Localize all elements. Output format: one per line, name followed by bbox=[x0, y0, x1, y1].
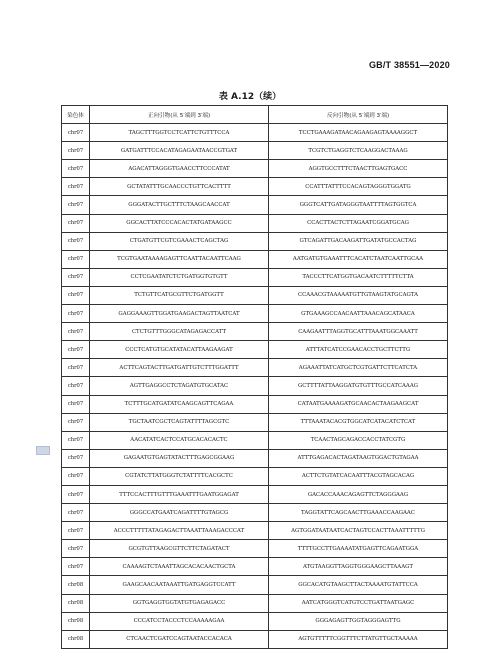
reverse-primer-cell: CCATTTATTTCCACAGTAGGGTGGATG bbox=[269, 178, 448, 196]
chromosome-cell: chr07 bbox=[62, 540, 90, 558]
reverse-primer-cell: GTCAGATTGACAAGATTGATATGCCACTAG bbox=[269, 232, 448, 250]
forward-primer-cell: CTCTGTTTGGGCATAGAGACCATT bbox=[90, 323, 269, 341]
chromosome-cell: chr08 bbox=[62, 594, 90, 612]
table-row bbox=[62, 124, 448, 142]
forward-primer-cell: CAAAAGTCTAAATTAGCACACAACTGCTA bbox=[90, 558, 269, 576]
forward-primer-cell: CCCTCATGTGCATATACATTAAGAAGAT bbox=[90, 341, 269, 359]
chromosome-cell: chr07 bbox=[62, 431, 90, 449]
forward-primer-cell: GAAGCAACAATAAATTGATGAGGTCCATT bbox=[90, 576, 269, 594]
reverse-primer-cell: GGCACATGTAAGCTTACTAAAATGTATTCCA bbox=[269, 576, 448, 594]
forward-primer-cell: CCTCGAATATCTCTGATGGTGTGTT bbox=[90, 268, 269, 286]
reverse-primer-cell: TTTTGCCTTGAAAATATGAGTTCAGAATGGA bbox=[269, 540, 448, 558]
table-row bbox=[62, 341, 448, 359]
forward-primer-cell: AGACATTAGGGTGAACCTTCCCATAT bbox=[90, 160, 269, 178]
chromosome-cell: chr07 bbox=[62, 178, 90, 196]
chromosome-cell: chr07 bbox=[62, 377, 90, 395]
reverse-primer-cell: CCAAACGTAAAAATGTTGTAAGTATGCAGTA bbox=[269, 286, 448, 304]
chromosome-cell: chr07 bbox=[62, 305, 90, 323]
forward-primer-cell: TAGCTTTGGTCCTCATTCTGTTTCCA bbox=[90, 124, 269, 142]
chromosome-cell: chr08 bbox=[62, 612, 90, 630]
forward-primer-cell: CGTATCTTATGGGTCTATTTTCACGCTC bbox=[90, 467, 269, 485]
chromosome-cell: chr07 bbox=[62, 449, 90, 467]
forward-primer-cell: GATGATTTCCACATAGAGAATAACCGTGAT bbox=[90, 142, 269, 160]
chromosome-cell: chr07 bbox=[62, 395, 90, 413]
reverse-primer-cell: AGGTGCCTTTCTAACTTGAGTGACC bbox=[269, 160, 448, 178]
table-row bbox=[62, 268, 448, 286]
reverse-primer-cell: GGGTCATTGATAGGGTAATTTTAGTGGTCA bbox=[269, 196, 448, 214]
table-header-row bbox=[62, 106, 448, 124]
table-row bbox=[62, 594, 448, 612]
forward-primer-cell: TCTGTTCATGCGTTCTGATGGTT bbox=[90, 286, 269, 304]
table-row bbox=[62, 485, 448, 503]
reverse-primer-cell: GTGAAAGCCAACAATTAAACAGCATAACA bbox=[269, 305, 448, 323]
table-row bbox=[62, 286, 448, 304]
reverse-primer-cell: AGTGGATAATAATCACTAGTCCACTTAAATTTTTG bbox=[269, 522, 448, 540]
table-row bbox=[62, 467, 448, 485]
table-row bbox=[62, 395, 448, 413]
chromosome-cell: chr08 bbox=[62, 576, 90, 594]
column-header-reverse-primer: 反向引物(从 5′端到 3′端) bbox=[269, 106, 448, 124]
table-row bbox=[62, 558, 448, 576]
forward-primer-cell: GGTGAGGTGGTATGTGAGAGACC bbox=[90, 594, 269, 612]
forward-primer-cell: TTTCCACTTTGTTTGAAATTTGAATGGAGAT bbox=[90, 485, 269, 503]
table-row bbox=[62, 196, 448, 214]
table-row bbox=[62, 377, 448, 395]
column-header-forward-primer: 正向引物(从 5′端到 3′端) bbox=[90, 106, 269, 124]
forward-primer-cell: GGGATACTTGCTTTCTAAGCAACCAT bbox=[90, 196, 269, 214]
reverse-primer-cell: AGTGTTTTTCGGTTTCTTATGTTGCTAAAAA bbox=[269, 630, 448, 648]
forward-primer-cell: GAGAATGTGAGTATACTTTGAGCGGAAG bbox=[90, 449, 269, 467]
table-row bbox=[62, 612, 448, 630]
forward-primer-cell: GCGTGTTAAGCGTTCTTCTAGATACT bbox=[90, 540, 269, 558]
column-header-chromosome: 染色体 bbox=[62, 106, 90, 124]
chromosome-cell: chr07 bbox=[62, 467, 90, 485]
table-row bbox=[62, 449, 448, 467]
chromosome-cell: chr07 bbox=[62, 341, 90, 359]
table-row bbox=[62, 359, 448, 377]
table-row bbox=[62, 630, 448, 648]
reverse-primer-cell: CATAATGAAAAGATGCAACACTAAGAAGCAT bbox=[269, 395, 448, 413]
table-row bbox=[62, 540, 448, 558]
forward-primer-cell: CTGATGTTCGTCGAAACTCAGCTAG bbox=[90, 232, 269, 250]
reverse-primer-cell: GCTTTTATTAAGGATGTGTTTGCCATCAAAG bbox=[269, 377, 448, 395]
reverse-primer-cell: GACACCAAACAGAGTTCTAGGGAAG bbox=[269, 485, 448, 503]
side-marker bbox=[36, 446, 50, 455]
forward-primer-cell: ACTTCAGTACTTGATGATTGTCTTTGGATTT bbox=[90, 359, 269, 377]
forward-primer-cell: GGGCCATGAATCAGATTTTGTAGCG bbox=[90, 504, 269, 522]
forward-primer-cell: TCGTGAATAAAAGAGTTCAATTACAATTCAAG bbox=[90, 250, 269, 268]
forward-primer-cell: AGTTGAGGCCTCTAGATGTGCATAC bbox=[90, 377, 269, 395]
forward-primer-cell: GCTATATTTGCAACCCTGTTCACTTTT bbox=[90, 178, 269, 196]
forward-primer-cell: TGCTAATCGCTCAGTATTTTAGCGTC bbox=[90, 413, 269, 431]
chromosome-cell: chr07 bbox=[62, 142, 90, 160]
chromosome-cell: chr07 bbox=[62, 160, 90, 178]
chromosome-cell: chr07 bbox=[62, 413, 90, 431]
table-row bbox=[62, 232, 448, 250]
reverse-primer-cell: ACTTCTGTATCACAATTTACGTAGCACAG bbox=[269, 467, 448, 485]
standard-code: GB/T 38551—2020 bbox=[368, 60, 450, 70]
reverse-primer-cell: ATTTGAGACACTAGATAAGTGGACTGTAGAA bbox=[269, 449, 448, 467]
table-title: 表 A.12（续） bbox=[218, 92, 282, 102]
chromosome-cell: chr07 bbox=[62, 323, 90, 341]
chromosome-cell: chr07 bbox=[62, 522, 90, 540]
table-row bbox=[62, 250, 448, 268]
chromosome-cell: chr07 bbox=[62, 214, 90, 232]
reverse-primer-cell: AATGATGTGAAATTTCACATCTAATCAATTGCAA bbox=[269, 250, 448, 268]
table-row bbox=[62, 576, 448, 594]
reverse-primer-cell: AGAAATTATCATGCTCGTGATTCTTCATCTA bbox=[269, 359, 448, 377]
chromosome-cell: chr08 bbox=[62, 630, 90, 648]
reverse-primer-cell: AATCATGGGTCATGTCCTGATTAATGAGC bbox=[269, 594, 448, 612]
primer-table bbox=[61, 105, 448, 649]
table-body bbox=[62, 124, 448, 649]
reverse-primer-cell: ATGTAAGGTTAGGTGGGAAGCTTAAAGT bbox=[269, 558, 448, 576]
reverse-primer-cell: CAAGAATTTAGGTGCATTTAAATGGCAAATT bbox=[269, 323, 448, 341]
table-row bbox=[62, 522, 448, 540]
reverse-primer-cell: ATTTATCATCCGAACACCTGCTTCTTG bbox=[269, 341, 448, 359]
chromosome-cell: chr07 bbox=[62, 485, 90, 503]
forward-primer-cell: AACATATCACTCCATGCACACACTC bbox=[90, 431, 269, 449]
table-row bbox=[62, 504, 448, 522]
chromosome-cell: chr07 bbox=[62, 196, 90, 214]
reverse-primer-cell: GGGAGAGTTGGTAGGGAGTTG bbox=[269, 612, 448, 630]
forward-primer-cell: GGCACTTATCCCACACTATGATAAGCC bbox=[90, 214, 269, 232]
table-row bbox=[62, 142, 448, 160]
forward-primer-cell: TCTTTGCATGATATCAAGCAGTTCAGAA bbox=[90, 395, 269, 413]
reverse-primer-cell: TTTAAATACACGTGGCATCATACATCTCAT bbox=[269, 413, 448, 431]
chromosome-cell: chr07 bbox=[62, 124, 90, 142]
reverse-primer-cell: TCCTGAAAGATAACAGAAGAGTAAAAGGCT bbox=[269, 124, 448, 142]
chromosome-cell: chr07 bbox=[62, 558, 90, 576]
table-row bbox=[62, 323, 448, 341]
reverse-primer-cell: TCGTCTGAGGTCTCAAGGACTAAAG bbox=[269, 142, 448, 160]
table-row bbox=[62, 413, 448, 431]
forward-primer-cell: GAGGAAAGTTGGATGAAGACTAGTTAATCAT bbox=[90, 305, 269, 323]
chromosome-cell: chr07 bbox=[62, 504, 90, 522]
chromosome-cell: chr07 bbox=[62, 232, 90, 250]
chromosome-cell: chr07 bbox=[62, 268, 90, 286]
forward-primer-cell: CTCAACTCGATCCAGTAATACCACACA bbox=[90, 630, 269, 648]
chromosome-cell: chr07 bbox=[62, 359, 90, 377]
chromosome-cell: chr07 bbox=[62, 250, 90, 268]
reverse-primer-cell: TCAACTAGCAGACCACCTATCGTG bbox=[269, 431, 448, 449]
forward-primer-cell: ACCCTTTTTATAGAGACTTAAATTAAAGACCCAT bbox=[90, 522, 269, 540]
chromosome-cell: chr07 bbox=[62, 286, 90, 304]
forward-primer-cell: CCCATCCTACCCTCCAAAAAGAA bbox=[90, 612, 269, 630]
reverse-primer-cell: CCACTTACTCTTAGAATCGGATGCAG bbox=[269, 214, 448, 232]
table-row bbox=[62, 160, 448, 178]
table-row bbox=[62, 431, 448, 449]
table-row bbox=[62, 214, 448, 232]
table-row bbox=[62, 305, 448, 323]
table-row bbox=[62, 178, 448, 196]
reverse-primer-cell: TAGGTATTCAGCAACTTGAAACCAAGAAC bbox=[269, 504, 448, 522]
reverse-primer-cell: TACCCTTCATGGTGACAATCTTTTTCTTA bbox=[269, 268, 448, 286]
